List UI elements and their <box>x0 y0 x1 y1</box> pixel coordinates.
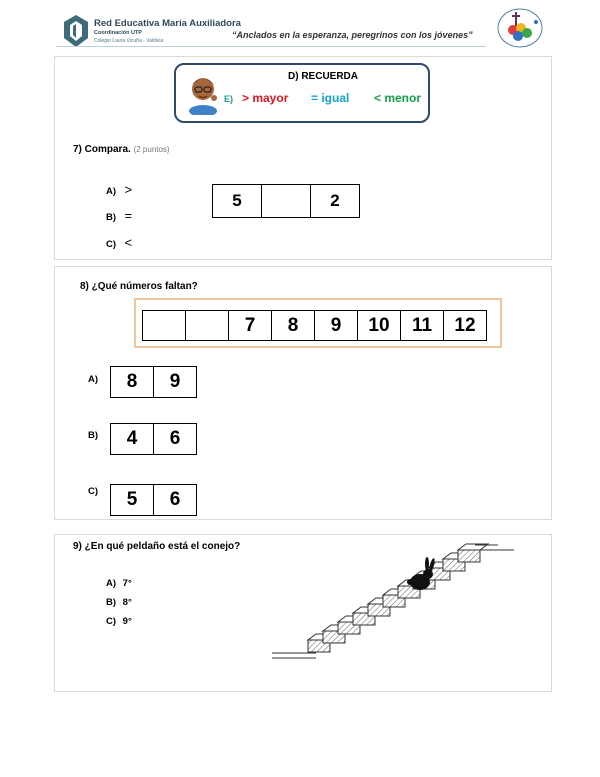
option-symbol: < <box>124 235 133 250</box>
option-value: 9° <box>122 616 132 627</box>
q8-option-b-cells[interactable] <box>110 423 197 455</box>
sequence-cell: 9 <box>315 311 358 341</box>
org-school: Colegio Laura Vicuña - Valdivia <box>94 38 164 44</box>
staircase-illustration <box>270 540 530 670</box>
q8-sequence <box>142 310 487 341</box>
option-value: 5 <box>111 485 154 516</box>
recuerda-mayor: > mayor <box>242 91 289 105</box>
q8-option-b-label[interactable]: B) <box>88 430 99 441</box>
q9-option-b[interactable] <box>106 597 132 608</box>
option-symbol: > <box>124 182 133 197</box>
motto: “Anclados en la esperanza, peregrinos con los jóvenes” <box>232 30 473 40</box>
recuerda-menor: < menor <box>374 91 422 105</box>
org-name: Red Educativa María Auxiliadora <box>94 18 241 29</box>
q7-title <box>73 144 170 155</box>
option-label: C) <box>106 239 117 250</box>
q7-option-b[interactable] <box>106 207 132 225</box>
q8-option-a-label[interactable]: A) <box>88 374 99 385</box>
boy-thinking-icon <box>186 71 220 115</box>
compare-cell-right: 2 <box>311 185 360 218</box>
sequence-cell: 7 <box>229 311 272 341</box>
q7-compare-cells <box>212 184 360 218</box>
option-label: A) <box>106 186 117 197</box>
q8-option-c-cells[interactable] <box>110 484 197 516</box>
q7-option-c[interactable] <box>106 234 132 252</box>
option-value: 6 <box>154 485 197 516</box>
q9-option-c[interactable] <box>106 616 132 627</box>
sequence-cell: 11 <box>401 311 444 341</box>
option-value: 9 <box>154 367 197 398</box>
sequence-cell[interactable] <box>186 311 229 341</box>
option-value: 8 <box>111 367 154 398</box>
q7-title-text: 7) Compara. <box>73 144 131 155</box>
recuerda-title: D) RECUERDA <box>288 71 358 82</box>
org-coordination: Coordinación UTP <box>94 30 142 36</box>
sequence-cell[interactable] <box>143 311 186 341</box>
sequence-cell: 12 <box>444 311 487 341</box>
header-divider <box>56 46 486 47</box>
q7-points: (2 puntos) <box>133 145 170 154</box>
sequence-cell: 8 <box>272 311 315 341</box>
option-label: B) <box>106 212 117 223</box>
recuerda-box <box>174 63 430 123</box>
option-symbol: = <box>124 208 133 223</box>
recuerda-igual: = igual <box>311 91 350 105</box>
q7-option-a[interactable] <box>106 181 132 199</box>
recuerda-option-label: E) <box>224 94 233 104</box>
sequence-cell: 10 <box>358 311 401 341</box>
option-label: B) <box>106 597 117 608</box>
q8-option-c-label[interactable]: C) <box>88 486 99 497</box>
q8-title: 8) ¿Qué números faltan? <box>80 281 198 292</box>
option-value: 8° <box>122 597 132 608</box>
jubilee-seal-icon <box>494 6 546 50</box>
option-value: 7° <box>122 578 132 589</box>
compare-cell-blank[interactable] <box>262 185 311 218</box>
q9-option-a[interactable] <box>106 578 132 589</box>
compare-cell-left: 5 <box>213 185 262 218</box>
q8-option-a-cells[interactable] <box>110 366 197 398</box>
option-value: 6 <box>154 424 197 455</box>
option-value: 4 <box>111 424 154 455</box>
option-label: A) <box>106 578 117 589</box>
school-logo-icon <box>62 14 90 48</box>
stair-riser <box>458 550 480 562</box>
option-label: C) <box>106 616 117 627</box>
q9-title: 9) ¿En qué peldaño está el conejo? <box>73 541 241 552</box>
